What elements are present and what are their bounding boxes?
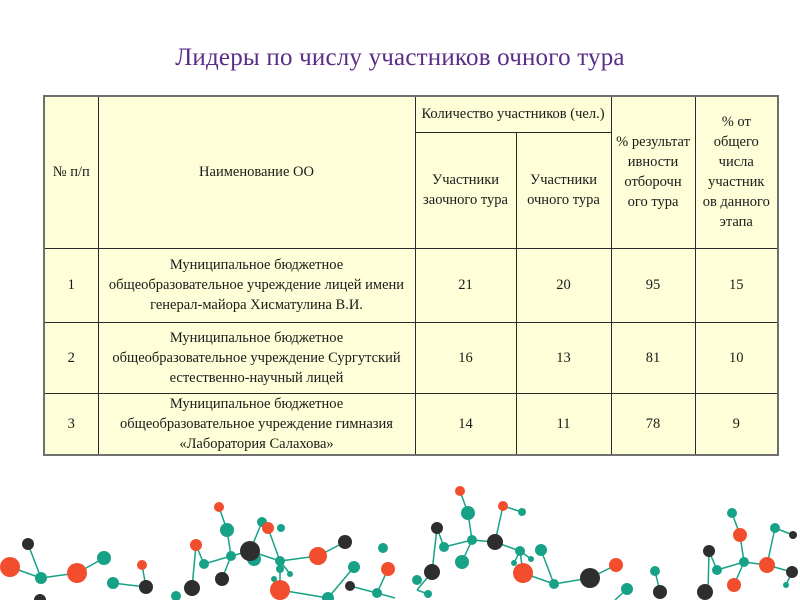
header-participants-count: Количество участников (чел.) <box>415 96 611 132</box>
header-fulltime-participants: Участники очного тура <box>516 132 611 248</box>
row-correspondence: 14 <box>415 393 516 455</box>
header-name: Наименование ОО <box>98 96 415 248</box>
header-effectiveness: % результат ивности отборочн ого тура <box>611 96 695 248</box>
row-num: 3 <box>44 393 98 455</box>
table-row <box>44 248 778 322</box>
row-share: 9 <box>695 393 778 455</box>
table-row <box>44 322 778 393</box>
row-school-name: Муниципальное бюджетное общеобразовательное учреждение гимназия «Лаборатория Салахова» <box>98 393 415 455</box>
row-num: 1 <box>44 248 98 322</box>
row-correspondence: 21 <box>415 248 516 322</box>
header-share: % от общего числа участник ов данного этапа <box>695 96 778 248</box>
row-share: 15 <box>695 248 778 322</box>
table-row <box>44 393 778 455</box>
row-effectiveness: 81 <box>611 322 695 393</box>
header-correspondence-participants: Участники заочного тура <box>415 132 516 248</box>
row-effectiveness: 95 <box>611 248 695 322</box>
row-effectiveness: 78 <box>611 393 695 455</box>
leaders-table <box>43 95 779 456</box>
slide-title: Лидеры по числу участников очного тура <box>175 44 625 71</box>
row-fulltime: 11 <box>516 393 611 455</box>
header-num: № п/п <box>44 96 98 248</box>
row-fulltime: 13 <box>516 322 611 393</box>
row-fulltime: 20 <box>516 248 611 322</box>
row-num: 2 <box>44 322 98 393</box>
row-school-name: Муниципальное бюджетное общеобразовательное учреждение лицей имени генерал-майора Хисматулина В.И. <box>98 248 415 322</box>
row-share: 10 <box>695 322 778 393</box>
header-row-1 <box>44 96 778 132</box>
row-correspondence: 16 <box>415 322 516 393</box>
row-school-name: Муниципальное бюджетное общеобразовательное учреждение Сургутский естественно-научный лицей <box>98 322 415 393</box>
molecule-network-decoration <box>0 480 800 600</box>
